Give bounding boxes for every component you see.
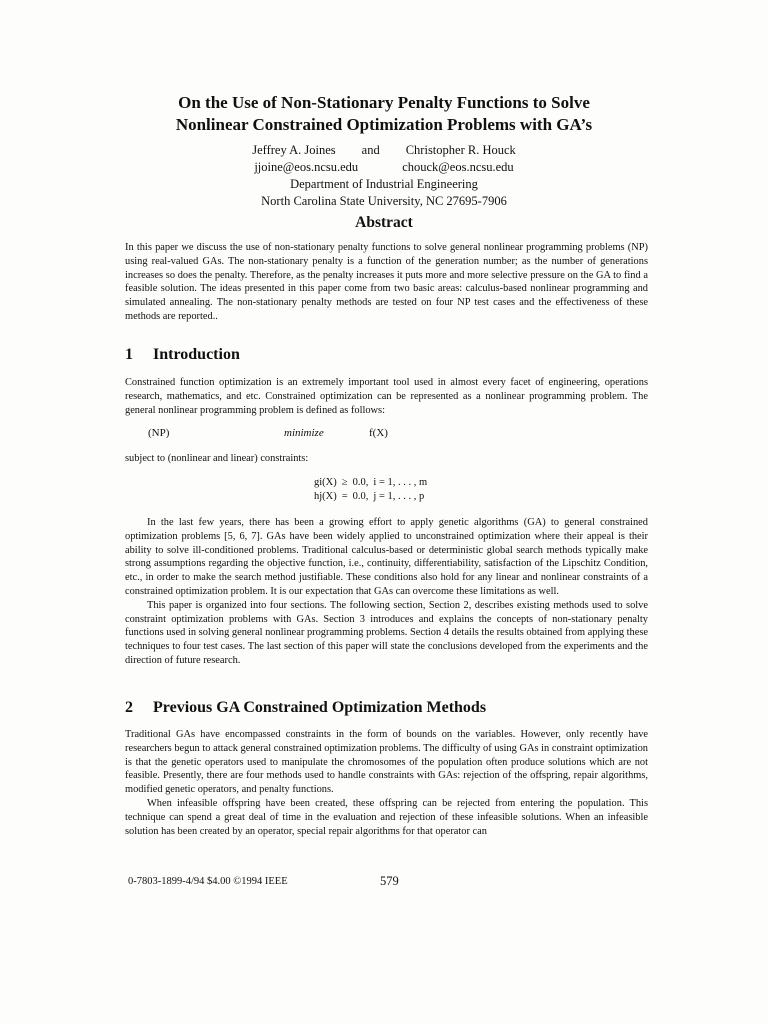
section-2-number: 2 xyxy=(125,699,133,716)
section-1-intro xyxy=(125,376,648,417)
g-rhs: 0.0, xyxy=(352,477,369,488)
page-number: 579 xyxy=(380,874,399,888)
minimize-label: minimize xyxy=(284,427,324,439)
section-1-number: 1 xyxy=(125,346,133,363)
section-2-title: Previous GA Constrained Optimization Methods xyxy=(153,699,487,716)
author-block xyxy=(0,142,768,210)
h-lhs: hj(X) xyxy=(314,491,337,502)
equality-constraint xyxy=(314,490,432,504)
inequality-constraint xyxy=(314,476,432,490)
section-1-body xyxy=(125,516,648,668)
h-operator: = xyxy=(341,491,348,502)
section-1-paragraph-3: This paper is organized into four sections. The following section, Section 2, describes existing methods used to solve constraint optimization problems with GAs. Section 3 introduces and explains the concepts of non-stationary penalty functions used in solving general nonlinear programming problems. Section 4 details the results obtained from applying these techniques to four test cases. The last section of this paper will state the conclusions developed from the experiments and the direction of future research. xyxy=(125,599,648,666)
section-1-heading xyxy=(125,346,240,364)
section-1-paragraph-2: In the last few years, there has been a growing effort to apply genetic algorithms (GA) to general constrained optimization problems [5, 6, 7]. GAs have been widely applied to unconstrained optimization where their appeal is their ability to solve ill-conditioned problems. Traditional calculus-based or deterministic global search methods typically make strong assumptions regarding the objective function, i.e., continuity, differentiability, satisfaction of the Lipschitz Condition, etc., in order to make the search method justifiable. These conditions also hold for any linear and nonlinear constraints of a constrained optimization problem. It is our expectation that GAs can overcome these limitations as well. xyxy=(125,517,648,597)
copyright-footer: 0-7803-1899-4/94 $4.00 ©1994 IEEE xyxy=(128,876,288,887)
section-1-paragraph-1: Constrained function optimization is an extremely important tool used in almost every facet of engineering, operations research, mathematics, and etc. Constrained optimization can be represented as a nonlinear programming problem. The general nonlinear programming problem is defined as follows: xyxy=(125,377,648,416)
subject-to-text: subject to (nonlinear and linear) constraints: xyxy=(125,453,309,464)
section-2-paragraph-1: Traditional GAs have encompassed constraints in the form of bounds on the variables. However, only recently have researchers begun to attack general constrained optimization problems. The difficulty of using GAs in constraint optimization is that the genetic operators used to manipulate the chromosomes of the population often produce solutions which are not feasible. Presently, there are four methods used to handle constraints with GAs: rejection of the offspring, repair algorithms, modified genetic operators, and penalty functions. xyxy=(125,729,648,796)
section-1-title: Introduction xyxy=(153,346,240,363)
objective-function: f(X) xyxy=(369,427,388,439)
paper-title xyxy=(0,92,768,136)
author-and: and xyxy=(361,143,380,157)
section-2-body xyxy=(125,728,648,838)
author-email-2: chouck@eos.ncsu.edu xyxy=(402,160,514,174)
subject-to-line xyxy=(125,452,648,466)
constraint-equations xyxy=(314,476,432,504)
g-lhs: gi(X) xyxy=(314,477,337,488)
author-name-1: Jeffrey A. Joines xyxy=(252,143,336,157)
author-department: Department of Industrial Engineering xyxy=(290,177,478,191)
title-line-1: On the Use of Non-Stationary Penalty Functions to Solve xyxy=(178,93,590,112)
abstract-text: In this paper we discuss the use of non-stationary penalty functions to solve general nonlinear programming problems (NP) using real-valued GAs. The non-stationary penalty is a function of the generation number; as the number of generations increases so does the penalty. Therefore, as the penalty increases it puts more and more selective pressure on the GA to find a feasible solution. The ideas presented in this paper come from two basic areas: calculus-based nonlinear programming and simulated annealing. The non-stationary penalty methods are tested on four NP test cases and the effectiveness of these methods are reported.. xyxy=(125,242,648,322)
section-2-heading xyxy=(125,699,486,717)
np-label: (NP) xyxy=(148,427,170,439)
section-2-paragraph-2: When infeasible offspring have been created, these offspring can be rejected from entering the population. This technique can spend a great deal of time in the evaluation and rejection of these infeasible solutions. When an infeasible solution has been created by an operator, special repair algorithms for that operator can xyxy=(125,797,648,837)
title-line-2: Nonlinear Constrained Optimization Problems with GA’s xyxy=(175,115,593,134)
author-university: North Carolina State University, NC 27695-7906 xyxy=(261,194,507,208)
g-index: i = 1, . . . , m xyxy=(373,477,428,488)
g-operator: ≥ xyxy=(341,477,348,488)
author-name-2: Christopher R. Houck xyxy=(405,143,516,157)
abstract-body xyxy=(125,241,648,324)
h-index: j = 1, . . . , p xyxy=(373,491,425,502)
abstract-heading: Abstract xyxy=(355,214,413,231)
author-email-1: jjoine@eos.ncsu.edu xyxy=(254,160,359,174)
h-rhs: 0.0, xyxy=(352,491,369,502)
